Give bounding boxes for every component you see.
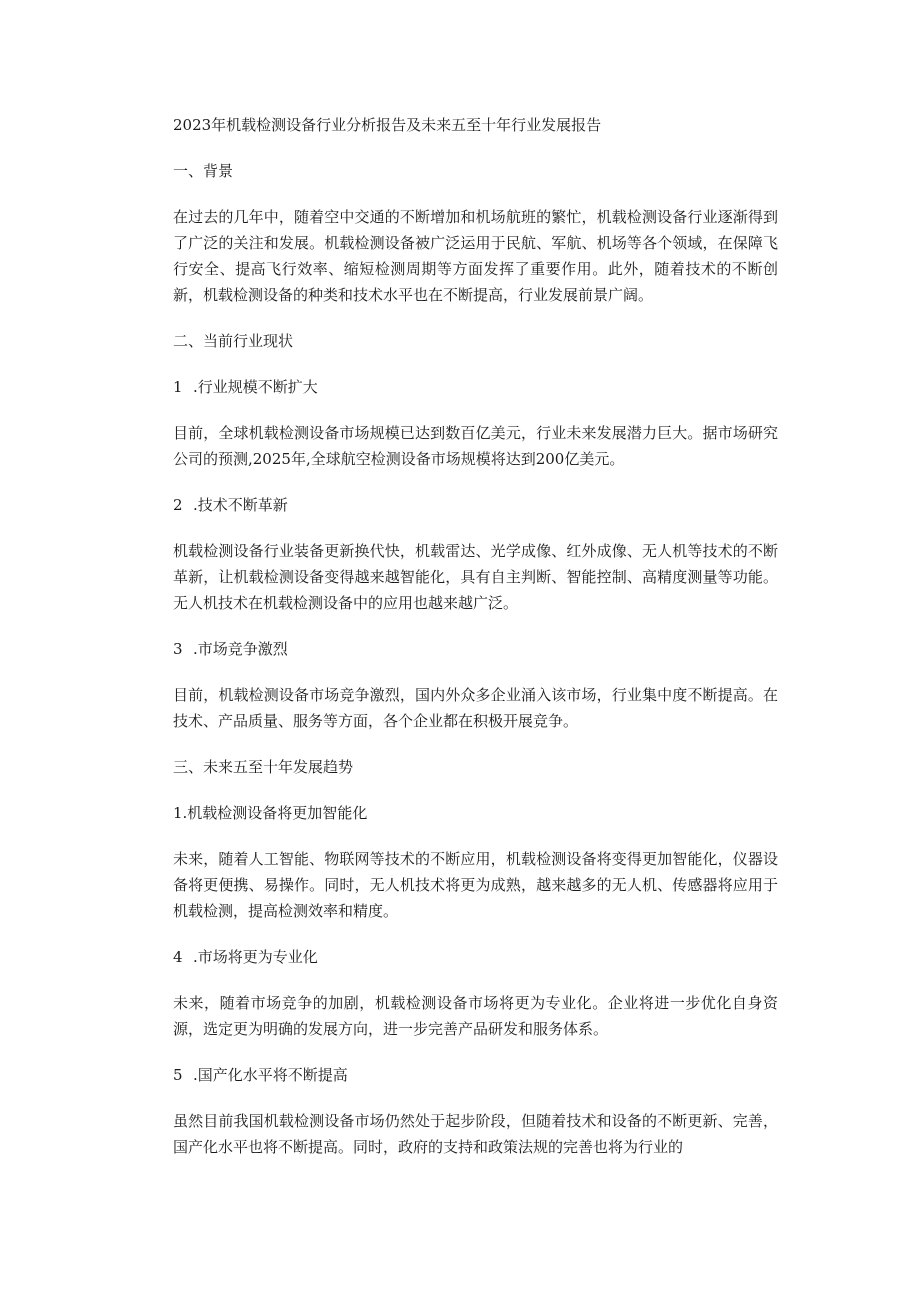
subheading-intelligent: 1.机载检测设备将更加智能化 — [173, 804, 368, 822]
item-title: .行业规模不断扩大 — [193, 378, 318, 396]
subheading-industry-scale — [173, 374, 778, 400]
paragraph-tech-innovation: 机载检测设备行业装备更新换代快，机载雷达、光学成像、红外成像、无人机等技术的不断革新，让机载检测设备变得越来越智能化，具有自主判断、智能控制、高精度测量等功能。无人机技术在机载检测设备中的应用也越来越广泛。 — [173, 542, 778, 612]
subheading-localization — [173, 1062, 778, 1088]
item-number: 1 — [173, 378, 183, 396]
item-number: 3 — [173, 640, 183, 658]
item-title: .市场竞争激烈 — [193, 640, 288, 658]
item-title: .市场将更为专业化 — [193, 948, 318, 966]
document-page — [173, 112, 778, 1160]
section-heading-current-status: 二、当前行业现状 — [173, 332, 294, 350]
subheading-tech-innovation — [173, 492, 778, 518]
item-title: .技术不断革新 — [193, 496, 288, 514]
item-title: .国产化水平将不断提高 — [193, 1066, 348, 1084]
paragraph-market-competition: 目前，机载检测设备市场竞争激烈，国内外众多企业涌入该市场，行业集中度不断提高。在技术、产品质量、服务等方面，各个企业都在积极开展竞争。 — [173, 686, 778, 730]
paragraph-industry-scale: 目前，全球机载检测设备市场规模已达到数百亿美元，行业未来发展潜力巨大。据市场研究公司的预测,2025年,全球航空检测设备市场规模将达到200亿美元。 — [173, 424, 778, 468]
document-title: 2023年机载检测设备行业分析报告及未来五至十年行业发展报告 — [173, 116, 602, 134]
subheading-specialization — [173, 944, 778, 970]
section-heading-background: 一、背景 — [173, 162, 234, 180]
item-number: 5 — [173, 1066, 183, 1084]
paragraph-intelligent: 未来，随着人工智能、物联网等技术的不断应用，机载检测设备将变得更加智能化，仪器设备将更便携、易操作。同时，无人机技术将更为成熟，越来越多的无人机、传感器将应用于机载检测，提高检测效率和精度。 — [173, 850, 778, 920]
paragraph-localization: 虽然目前我国机载检测设备市场仍然处于起步阶段，但随着技术和设备的不断更新、完善，国产化水平也将不断提高。同时，政府的支持和政策法规的完善也将为行业的 — [173, 1112, 778, 1156]
paragraph-specialization: 未来，随着市场竞争的加剧，机载检测设备市场将更为专业化。企业将进一步优化自身资源，选定更为明确的发展方向，进一步完善产品研发和服务体系。 — [173, 994, 778, 1038]
paragraph-background: 在过去的几年中，随着空中交通的不断增加和机场航班的繁忙，机载检测设备行业逐渐得到了广泛的关注和发展。机载检测设备被广泛运用于民航、军航、机场等各个领域，在保障飞行安全、提高飞行效率、缩短检测周期等方面发挥了重要作用。此外，随着技术的不断创新，机载检测设备的种类和技术水平也在不断提高，行业发展前景广阔。 — [173, 208, 778, 304]
item-number: 4 — [173, 948, 183, 966]
subheading-market-competition — [173, 636, 778, 662]
item-number: 2 — [173, 496, 183, 514]
section-heading-future-trends: 三、未来五至十年发展趋势 — [173, 758, 354, 776]
